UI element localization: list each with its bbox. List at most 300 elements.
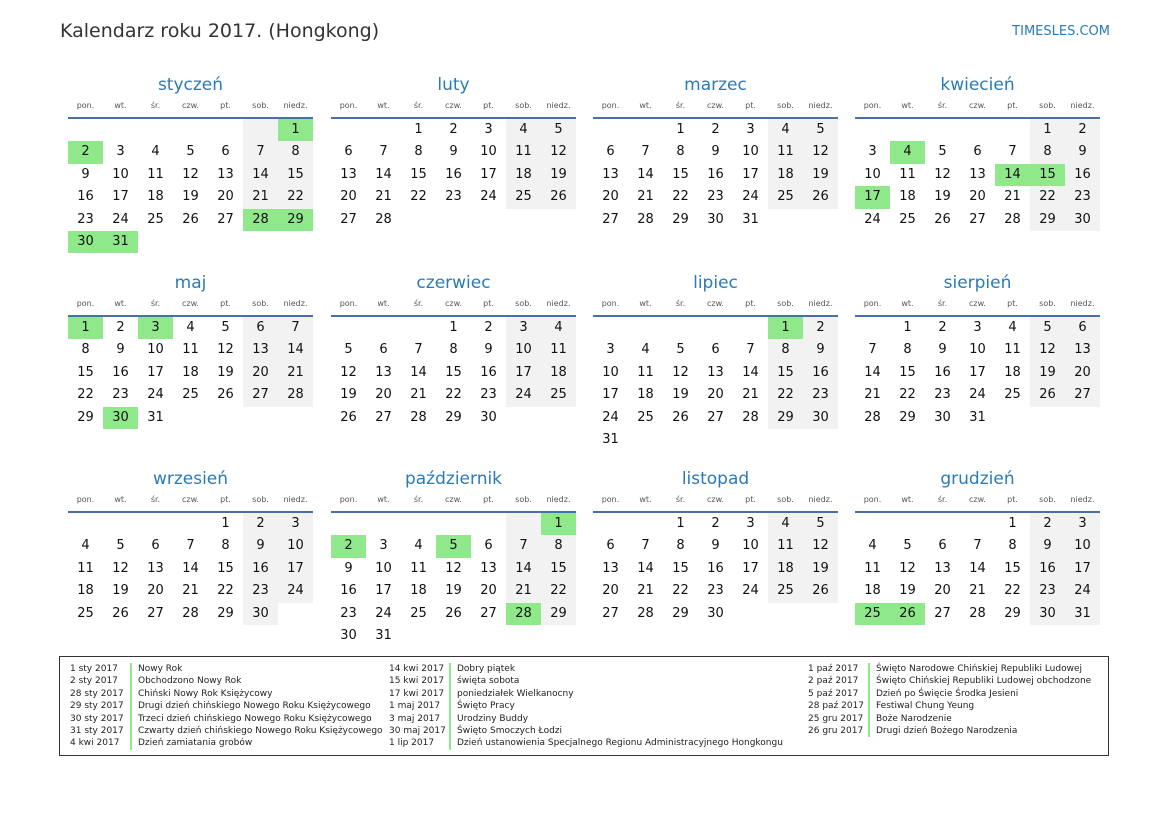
day-cell: 20 — [243, 362, 278, 384]
day-cell: 22 — [541, 580, 576, 602]
empty-day-cell — [278, 603, 313, 625]
legend-date: 31 sty 2017 — [70, 725, 124, 736]
day-cell: 3 — [379, 538, 388, 554]
day-cell: 29 — [899, 409, 916, 425]
day-cell: 14 — [742, 364, 759, 380]
legend-marker — [449, 675, 451, 687]
week-row — [855, 407, 1100, 429]
empty-day-cell — [593, 317, 628, 339]
legend-holiday-name: Dobry piątek — [457, 664, 516, 674]
day-cell: 12 — [340, 364, 357, 380]
legend-date: 1 maj 2017 — [389, 701, 441, 712]
day-cell: 25 — [541, 384, 576, 406]
month-block — [68, 74, 313, 253]
weekday-label: czw. — [969, 299, 986, 308]
empty-day-cell — [1030, 407, 1065, 429]
empty-day-cell — [855, 513, 890, 535]
day-cell: 28 — [1004, 211, 1021, 227]
week-row — [855, 141, 1100, 163]
day-cell: 29 — [278, 209, 313, 231]
day-cell: 19 — [340, 387, 357, 403]
day-cell: 19 — [803, 164, 838, 186]
legend-row — [70, 688, 383, 700]
day-cell: 17 — [1065, 558, 1100, 580]
weekday-label: śr. — [937, 101, 948, 110]
day-cell: 13 — [707, 364, 724, 380]
legend-marker — [449, 725, 451, 737]
day-cell: 24 — [506, 384, 541, 406]
legend-row — [70, 675, 383, 687]
day-cell: 7 — [414, 342, 423, 358]
empty-day-cell — [471, 625, 506, 647]
day-cell: 22 — [410, 189, 427, 205]
legend-marker — [449, 688, 451, 700]
weekday-header — [593, 493, 838, 513]
weekday-label: wt. — [377, 299, 390, 308]
day-cell: 11 — [77, 560, 94, 576]
day-cell: 20 — [340, 189, 357, 205]
legend-row — [389, 737, 783, 749]
week-row — [855, 209, 1100, 231]
empty-day-cell — [173, 513, 208, 535]
legend-date: 2 paź 2017 — [808, 676, 859, 687]
day-cell: 23 — [112, 387, 129, 403]
day-cell: 29 — [672, 605, 689, 621]
day-cell: 20 — [934, 583, 951, 599]
day-cell: 14 — [243, 164, 278, 186]
legend-date: 5 paź 2017 — [808, 688, 859, 699]
holiday-legend — [59, 656, 1109, 756]
empty-day-cell — [768, 209, 803, 231]
week-row — [68, 209, 313, 231]
day-cell: 16 — [77, 189, 94, 205]
day-cell: 8 — [449, 342, 458, 358]
day-cell: 28 — [506, 603, 541, 625]
day-cell: 2 — [116, 320, 125, 335]
day-cell: 18 — [147, 189, 164, 205]
day-cell: 15 — [541, 558, 576, 580]
empty-day-cell — [628, 119, 663, 141]
day-cell: 21 — [637, 189, 654, 205]
day-cell: 14 — [637, 166, 654, 182]
legend-marker — [868, 700, 870, 712]
day-cell: 12 — [541, 141, 576, 163]
day-cell: 24 — [375, 605, 392, 621]
legend-holiday-name: Drugi dzień chińskiego Nowego Roku Księżycowego — [138, 701, 371, 712]
day-cell: 1 — [68, 317, 103, 339]
month-name: lipiec — [693, 273, 738, 293]
day-cell: 28 — [742, 409, 759, 425]
week-row — [331, 186, 576, 208]
day-cell: 8 — [221, 538, 230, 554]
weekday-label: czw. — [445, 101, 462, 110]
day-cell: 11 — [410, 560, 427, 576]
week-row — [331, 603, 576, 625]
day-cell: 17 — [742, 560, 759, 576]
day-cell: 8 — [1008, 538, 1017, 554]
day-cell: 9 — [1030, 535, 1065, 557]
weekday-header — [855, 493, 1100, 513]
month-name: czerwiec — [416, 273, 491, 293]
day-cell: 1 — [1030, 119, 1065, 141]
weekday-label: pt. — [745, 495, 756, 504]
day-cell: 20 — [602, 189, 619, 205]
day-cell: 10 — [742, 144, 759, 160]
weekday-label: śr. — [937, 299, 948, 308]
month-name: maj — [174, 273, 207, 293]
day-cell: 1 — [414, 122, 423, 137]
day-cell: 9 — [711, 538, 720, 554]
month-block — [855, 74, 1100, 231]
day-cell: 24 — [864, 211, 881, 227]
day-cell: 8 — [1030, 141, 1065, 163]
legend-row — [808, 663, 1091, 675]
week-row — [593, 384, 838, 406]
legend-date: 1 paź 2017 — [808, 664, 859, 674]
day-cell: 31 — [147, 409, 164, 425]
month-block — [855, 468, 1100, 625]
day-cell: 28 — [375, 211, 392, 227]
day-cell: 30 — [803, 407, 838, 429]
day-cell: 11 — [506, 141, 541, 163]
weekday-label: czw. — [445, 299, 462, 308]
day-cell: 14 — [637, 560, 654, 576]
day-cell: 8 — [81, 342, 90, 358]
day-cell: 11 — [182, 342, 199, 358]
empty-day-cell — [803, 209, 838, 231]
page-title: Kalendarz roku 2017. (Hongkong) — [60, 20, 380, 42]
day-cell: 2 — [243, 513, 278, 535]
day-cell: 27 — [147, 605, 164, 621]
day-cell: 18 — [768, 164, 803, 186]
day-cell: 9 — [81, 166, 90, 182]
day-cell: 15 — [899, 364, 916, 380]
day-cell: 3 — [278, 513, 313, 535]
day-cell: 30 — [340, 627, 357, 643]
week-row — [855, 186, 1100, 208]
day-cell: 23 — [480, 387, 497, 403]
day-cell: 9 — [344, 560, 353, 576]
day-cell: 7 — [641, 144, 650, 160]
weekday-label: czw. — [182, 495, 199, 504]
day-cell: 24 — [278, 580, 313, 602]
day-cell: 29 — [1030, 209, 1065, 231]
day-cell: 19 — [672, 387, 689, 403]
day-cell: 2 — [711, 516, 720, 531]
day-cell: 7 — [868, 342, 877, 358]
day-cell: 31 — [103, 231, 138, 253]
day-cell: 25 — [506, 186, 541, 208]
day-cell: 8 — [278, 141, 313, 163]
day-cell: 19 — [934, 189, 951, 205]
day-cell: 15 — [672, 560, 689, 576]
day-cell: 3 — [506, 317, 541, 339]
empty-day-cell — [541, 407, 576, 429]
day-cell: 9 — [711, 144, 720, 160]
legend-marker — [449, 700, 451, 712]
site-link[interactable]: TIMESLES.COM — [1012, 24, 1110, 39]
day-cell: 10 — [969, 342, 986, 358]
day-cell: 3 — [868, 144, 877, 160]
weekday-label: czw. — [445, 495, 462, 504]
day-cell: 1 — [541, 513, 576, 535]
day-cell: 18 — [77, 583, 94, 599]
day-cell: 27 — [243, 384, 278, 406]
day-cell: 15 — [672, 166, 689, 182]
empty-day-cell — [733, 429, 768, 451]
weekday-label: czw. — [182, 299, 199, 308]
empty-day-cell — [506, 513, 541, 535]
empty-day-cell — [103, 119, 138, 141]
empty-day-cell — [436, 513, 471, 535]
week-row — [593, 580, 838, 602]
week-row — [331, 362, 576, 384]
day-cell: 23 — [934, 387, 951, 403]
weekday-label: sob. — [515, 299, 532, 308]
day-cell: 22 — [1030, 186, 1065, 208]
legend-marker — [130, 675, 132, 687]
legend-marker — [130, 725, 132, 737]
empty-day-cell — [208, 407, 243, 429]
day-cell: 9 — [1065, 141, 1100, 163]
day-cell: 1 — [1008, 516, 1017, 531]
month-name: styczeń — [157, 75, 224, 95]
day-cell: 13 — [217, 166, 234, 182]
weekday-label: pon. — [76, 495, 95, 504]
day-cell: 16 — [707, 560, 724, 576]
day-cell: 2 — [803, 317, 838, 339]
day-cell: 2 — [938, 320, 947, 335]
day-cell: 11 — [768, 141, 803, 163]
day-cell: 10 — [602, 364, 619, 380]
day-cell: 16 — [1065, 164, 1100, 186]
week-row — [331, 535, 576, 557]
day-cell: 15 — [410, 166, 427, 182]
day-cell: 8 — [676, 144, 685, 160]
day-cell: 28 — [637, 211, 654, 227]
day-cell: 21 — [243, 186, 278, 208]
day-cell: 7 — [379, 144, 388, 160]
weekday-label: czw. — [182, 101, 199, 110]
weekday-label: czw. — [969, 495, 986, 504]
legend-row — [70, 663, 383, 675]
day-cell: 1 — [676, 122, 685, 137]
day-cell: 5 — [541, 119, 576, 141]
legend-date: 17 kwi 2017 — [389, 688, 445, 699]
week-row — [68, 535, 313, 557]
week-row — [68, 186, 313, 208]
weekday-label: sob. — [1039, 299, 1056, 308]
week-row — [68, 362, 313, 384]
legend-row — [389, 688, 783, 700]
day-cell: 20 — [217, 189, 234, 205]
day-cell: 23 — [707, 583, 724, 599]
day-cell: 8 — [903, 342, 912, 358]
day-cell: 17 — [147, 364, 164, 380]
weekday-header — [593, 297, 838, 317]
month-block — [331, 468, 576, 647]
day-cell: 27 — [602, 211, 619, 227]
day-cell: 24 — [602, 409, 619, 425]
day-cell: 20 — [147, 583, 164, 599]
weekday-header — [331, 99, 576, 119]
week-row — [68, 317, 313, 339]
week-row — [855, 339, 1100, 361]
day-cell: 4 — [768, 513, 803, 535]
empty-day-cell — [208, 119, 243, 141]
empty-day-cell — [401, 513, 436, 535]
weekday-label: śr. — [413, 101, 424, 110]
day-cell: 6 — [243, 317, 278, 339]
day-cell: 27 — [480, 605, 497, 621]
day-cell: 12 — [803, 141, 838, 163]
day-cell: 20 — [707, 387, 724, 403]
day-cell: 27 — [969, 211, 986, 227]
empty-day-cell — [68, 513, 103, 535]
week-row — [331, 625, 576, 647]
day-cell: 2 — [1065, 119, 1100, 141]
day-cell: 2 — [68, 141, 103, 163]
day-cell: 17 — [278, 558, 313, 580]
week-row — [593, 429, 838, 451]
weekday-header — [331, 493, 576, 513]
legend-date: 1 sty 2017 — [70, 664, 118, 674]
empty-day-cell — [925, 513, 960, 535]
legend-date: 26 gru 2017 — [808, 725, 864, 736]
empty-day-cell — [628, 429, 663, 451]
legend-marker — [449, 713, 451, 725]
day-cell: 13 — [480, 560, 497, 576]
day-cell: 5 — [344, 342, 353, 358]
empty-day-cell — [960, 119, 995, 141]
week-row — [593, 119, 838, 141]
legend-holiday-name: Obchodzono Nowy Rok — [138, 676, 242, 687]
weekday-label: śr. — [675, 101, 686, 110]
weekday-label: niedz. — [808, 299, 833, 308]
week-row — [593, 164, 838, 186]
day-cell: 23 — [340, 605, 357, 621]
weekday-label: wt. — [639, 101, 652, 110]
legend-marker — [130, 663, 132, 675]
weekday-label: sob. — [1039, 101, 1056, 110]
day-cell: 1 — [278, 119, 313, 141]
day-cell: 7 — [973, 538, 982, 554]
day-cell: 4 — [641, 342, 650, 358]
day-cell: 30 — [243, 603, 278, 625]
legend-holiday-name: Drugi dzień Bożego Narodzenia — [876, 725, 1018, 736]
legend-marker — [130, 737, 132, 749]
day-cell: 21 — [182, 583, 199, 599]
day-cell: 2 — [331, 535, 366, 557]
week-row — [593, 186, 838, 208]
day-cell: 18 — [410, 583, 427, 599]
day-cell: 21 — [375, 189, 392, 205]
month-block — [68, 272, 313, 429]
legend-row — [808, 700, 1091, 712]
day-cell: 29 — [768, 407, 803, 429]
day-cell: 13 — [602, 560, 619, 576]
day-cell: 30 — [68, 231, 103, 253]
day-cell: 5 — [221, 320, 230, 335]
empty-day-cell — [925, 119, 960, 141]
weekday-header — [68, 99, 313, 119]
day-cell: 14 — [864, 364, 881, 380]
empty-day-cell — [768, 603, 803, 625]
day-cell: 4 — [506, 119, 541, 141]
day-cell: 20 — [969, 189, 986, 205]
legend-marker — [130, 688, 132, 700]
weekday-label: czw. — [707, 101, 724, 110]
week-row — [855, 603, 1100, 625]
legend-holiday-name: Święto Chińskiej Republiki Ludowej obchodzone — [876, 676, 1092, 687]
week-row — [855, 317, 1100, 339]
legend-holiday-name: Święto Smoczych Łodzi — [457, 725, 563, 736]
month-name: grudzień — [940, 469, 1015, 489]
day-cell: 10 — [147, 342, 164, 358]
weekday-label: pt. — [745, 101, 756, 110]
month-block — [331, 74, 576, 231]
month-name: listopad — [681, 469, 750, 489]
day-cell: 6 — [151, 538, 160, 554]
day-cell: 11 — [864, 560, 881, 576]
weekday-label: sob. — [777, 299, 794, 308]
weekday-label: pon. — [601, 101, 620, 110]
empty-day-cell — [138, 119, 173, 141]
day-cell: 31 — [375, 627, 392, 643]
day-cell: 17 — [855, 186, 890, 208]
day-cell: 19 — [803, 558, 838, 580]
legend-row — [389, 725, 783, 737]
day-cell: 29 — [217, 605, 234, 621]
week-row — [855, 580, 1100, 602]
day-cell: 15 — [77, 364, 94, 380]
day-cell: 4 — [890, 141, 925, 163]
weekday-label: niedz. — [283, 101, 308, 110]
day-cell: 22 — [672, 583, 689, 599]
day-cell: 11 — [637, 364, 654, 380]
month-block — [593, 468, 838, 625]
day-cell: 28 — [278, 384, 313, 406]
empty-day-cell — [173, 231, 208, 253]
empty-day-cell — [506, 407, 541, 429]
day-cell: 24 — [480, 189, 497, 205]
empty-day-cell — [960, 513, 995, 535]
day-cell: 10 — [506, 339, 541, 361]
day-cell: 13 — [243, 339, 278, 361]
legend-date: 15 kwi 2017 — [389, 676, 445, 687]
day-cell: 31 — [602, 431, 619, 447]
day-cell: 17 — [506, 362, 541, 384]
legend-date: 28 sty 2017 — [70, 688, 124, 699]
weekday-header — [68, 297, 313, 317]
week-row — [855, 513, 1100, 535]
weekday-label: pon. — [863, 101, 882, 110]
day-cell: 5 — [803, 119, 838, 141]
day-cell: 9 — [116, 342, 125, 358]
week-row — [331, 209, 576, 231]
weekday-label: śr. — [675, 495, 686, 504]
legend-row — [808, 725, 1091, 737]
weekday-label: sob. — [777, 495, 794, 504]
week-row — [855, 535, 1100, 557]
day-cell: 3 — [138, 317, 173, 339]
day-cell: 16 — [112, 364, 129, 380]
empty-day-cell — [890, 513, 925, 535]
day-cell: 15 — [1004, 560, 1021, 576]
day-cell: 29 — [77, 409, 94, 425]
weekday-label: sob. — [515, 495, 532, 504]
empty-day-cell — [733, 317, 768, 339]
